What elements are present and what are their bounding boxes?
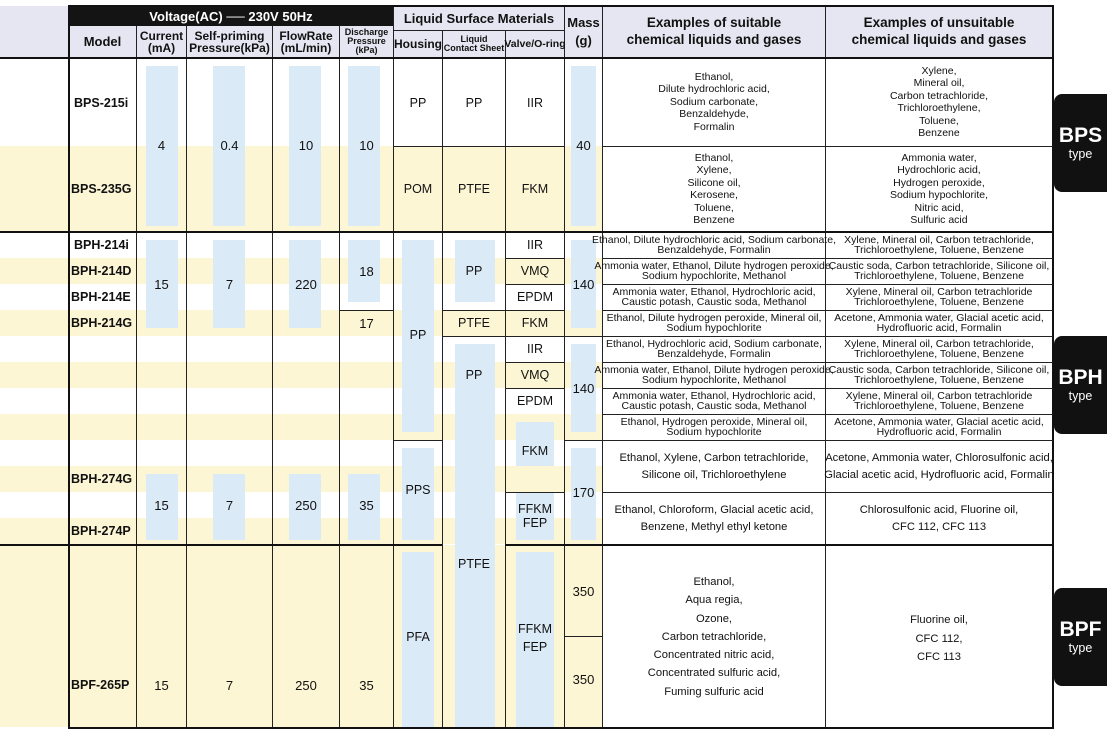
- mass-value: 350: [572, 583, 595, 599]
- suitable-item: Ammonia water, Ethanol, Hydrochloric acid, Caustic potash, Caustic soda, Methanol: [612, 389, 816, 412]
- valve-value: IIR: [527, 238, 543, 252]
- suitable-list: Ethanol, Xylene, Silicone oil, Kerosene, Toluene, Benzene: [687, 151, 741, 226]
- grid-line: [68, 727, 1054, 729]
- unsuitable-list: Fluorine oil, CFC 112, CFC 113: [910, 614, 968, 664]
- flow-rate-value: 10: [298, 137, 314, 153]
- contact-value: PP: [465, 96, 483, 110]
- grid-line: [564, 6, 565, 728]
- mass-header: Mass (g): [567, 14, 600, 48]
- model-name: BPH-214E: [71, 290, 131, 304]
- value-bar: [455, 344, 495, 432]
- flow-rate-value: 250: [295, 497, 317, 513]
- valve-value: FKM: [521, 444, 549, 458]
- grid-line: [505, 544, 1054, 546]
- mass-value: 140: [572, 276, 595, 292]
- discharge-value: 10: [359, 137, 374, 153]
- grid-line: [0, 544, 442, 546]
- valve-value: FFKM FEP: [517, 622, 553, 654]
- current-value: 15: [154, 677, 169, 693]
- unsuitable-item: Caustic soda, Carbon tetrachloride, Silicone oil, Trichloroethylene, Toluene, Benzene: [828, 259, 1050, 282]
- unsuitable-header: Examples of unsuitable chemical liquids and gases: [851, 14, 1027, 47]
- unsuitable-item: Caustic soda, Carbon tetrachloride, Silicone oil, Trichloroethylene, Toluene, Benzene: [828, 363, 1050, 386]
- contact-sheet-header: Liquid Contact Sheet: [443, 34, 505, 53]
- suitable-item: Ethanol, Hydrochloric acid, Sodium carbonate, Benzaldehyde, Formalin: [606, 337, 822, 360]
- model-name: BPH-274G: [71, 472, 133, 486]
- contact-value: PTFE: [458, 182, 490, 196]
- suitable-item: Ammonia water, Ethanol, Hydrochloric acid, Caustic potash, Caustic soda, Methanol: [612, 285, 816, 308]
- mass-value: 350: [572, 671, 595, 687]
- suitable-item: Ethanol, Dilute hydrochloric acid, Sodium carbonate, Benzaldehyde, Formalin: [592, 233, 836, 256]
- contact-value: PTFE: [458, 316, 490, 330]
- unsuitable-item: Chlorosulfonic acid, Fluorine oil, CFC 112, CFC 113: [859, 503, 1019, 533]
- suitable-header: Examples of suitable chemical liquids and gases: [626, 14, 802, 47]
- self-priming-value: 7: [225, 677, 234, 693]
- self-priming-header: Self-priming Pressure(kPa): [189, 28, 270, 55]
- current-value: 4: [157, 137, 166, 153]
- mass-value: 140: [572, 380, 595, 396]
- self-priming-value: 7: [225, 276, 234, 292]
- discharge-value: 17: [359, 315, 374, 331]
- current-value: 15: [154, 276, 169, 292]
- unsuitable-list: Xylene, Mineral oil, Carbon tetrachloride, Trichloroethylene, Toluene, Benzene: [889, 64, 989, 139]
- model-name: BPH-214D: [71, 264, 132, 278]
- housing-value: PP: [409, 96, 427, 110]
- suitable-list: Ethanol, Dilute hydrochloric acid, Sodium carbonate, Benzaldehyde, Formalin: [658, 70, 770, 133]
- model-header: Model: [83, 34, 122, 49]
- unsuitable-item: Acetone, Ammonia water, Glacial acetic acid, Hydrofluoric acid, Formalin: [834, 311, 1044, 334]
- valve-value: FKM: [521, 316, 549, 330]
- voltage-header: Voltage(AC) ── 230V 50Hz: [149, 8, 313, 24]
- self-priming-value: 7: [225, 497, 234, 513]
- current-value: 15: [154, 497, 169, 513]
- unsuitable-item: Xylene, Mineral oil, Carbon tetrachloride, Trichloroethylene, Toluene, Benzene: [844, 337, 1034, 360]
- tab-bpf-type[interactable]: BPF type: [1054, 588, 1107, 686]
- valve-value: FFKM FEP: [517, 502, 553, 530]
- model-name: BPS-215i: [74, 96, 129, 110]
- flow-rate-value: 250: [295, 677, 317, 693]
- housing-header: Housing: [394, 37, 442, 51]
- grid-line: [564, 636, 603, 637]
- discharge-value: 35: [359, 677, 374, 693]
- model-name: BPH-214i: [74, 238, 129, 252]
- valve-value: EPDM: [516, 290, 554, 304]
- model-name: BPS-235G: [71, 182, 132, 196]
- self-priming-value: 0.4: [220, 137, 239, 153]
- mass-value: 170: [572, 484, 595, 500]
- tab-bph-type[interactable]: BPH type: [1054, 336, 1107, 434]
- flow-rate-value: 220: [295, 276, 317, 292]
- liquid-surface-header: Liquid Surface Materials: [403, 10, 555, 26]
- unsuitable-item: Xylene, Mineral oil, Carbon tetrachloride, Trichloroethylene, Toluene, Benzene: [844, 233, 1034, 256]
- grid-line: [68, 6, 70, 728]
- valve-header: Valve/O-ring: [504, 37, 566, 50]
- unsuitable-list: Ammonia water, Hydrochloric acid, Hydrogen peroxide, Sodium hypochlorite, Nitric acid, Sulfuric acid: [889, 151, 989, 226]
- contact-value: PP: [465, 264, 483, 278]
- suitable-item: Ammonia water, Ethanol, Dilute hydrogen peroxide, Sodium hypochlorite, Methanol: [594, 259, 834, 282]
- valve-value: IIR: [527, 342, 543, 356]
- housing-value: PPS: [405, 483, 431, 497]
- model-name: BPF-265P: [71, 678, 130, 692]
- suitable-item: Ethanol, Hydrogen peroxide, Mineral oil, Sodium hypochlorite: [620, 415, 808, 438]
- contact-value: PP: [465, 368, 483, 382]
- suitable-item: Ethanol, Dilute hydrogen peroxide, Mineral oil, Sodium hypochlorite: [606, 311, 822, 334]
- row-band: [0, 414, 603, 440]
- mass-value: 40: [576, 137, 591, 153]
- unsuitable-item: Acetone, Ammonia water, Chlorosulfonic acid, Glacial acetic acid, Hydrofluoric acid, Formalin: [824, 451, 1054, 481]
- grid-line: [393, 440, 442, 441]
- discharge-value: 35: [359, 497, 374, 513]
- model-name: BPH-274P: [71, 524, 131, 538]
- housing-value: POM: [403, 182, 433, 196]
- discharge-header: Discharge Pressure (kPa): [344, 27, 389, 55]
- grid-line: [393, 146, 564, 147]
- valve-value: IIR: [527, 96, 543, 110]
- valve-value: EPDM: [516, 394, 554, 408]
- unsuitable-item: Xylene, Mineral oil, Carbon tetrachloride Trichloroethylene, Toluene, Benzene: [845, 285, 1033, 308]
- unsuitable-item: Xylene, Mineral oil, Carbon tetrachloride Trichloroethylene, Toluene, Benzene: [845, 389, 1033, 412]
- valve-value: VMQ: [520, 264, 550, 278]
- valve-value: VMQ: [520, 368, 550, 382]
- current-header: Current (mA): [139, 28, 184, 55]
- model-name: BPH-214G: [71, 316, 133, 330]
- contact-value: PTFE: [458, 557, 490, 571]
- suitable-item: Ethanol, Xylene, Carbon tetrachloride, Silicone oil, Trichloroethylene: [619, 451, 809, 481]
- housing-value: PFA: [406, 630, 430, 644]
- discharge-value: 18: [359, 263, 374, 279]
- grid-line: [505, 492, 564, 493]
- unsuitable-item: Acetone, Ammonia water, Glacial acetic acid, Hydrofluoric acid, Formalin: [834, 415, 1044, 438]
- suitable-item: Ethanol, Chloroform, Glacial acetic acid, Benzene, Methyl ethyl ketone: [614, 503, 814, 533]
- valve-value: FKM: [521, 182, 549, 196]
- flow-rate-header: FlowRate (mL/min): [279, 28, 333, 55]
- housing-value: PP: [409, 328, 427, 342]
- suitable-item: Ammonia water, Ethanol, Dilute hydrogen peroxide, Sodium hypochlorite, Methanol: [594, 363, 834, 386]
- suitable-list: Ethanol, Aqua regia, Ozone, Carbon tetrachloride, Concentrated nitric acid, Concentrated sulfuric acid, Fuming sulfuric acid: [647, 575, 781, 698]
- tab-bps-type[interactable]: BPS type: [1054, 94, 1107, 192]
